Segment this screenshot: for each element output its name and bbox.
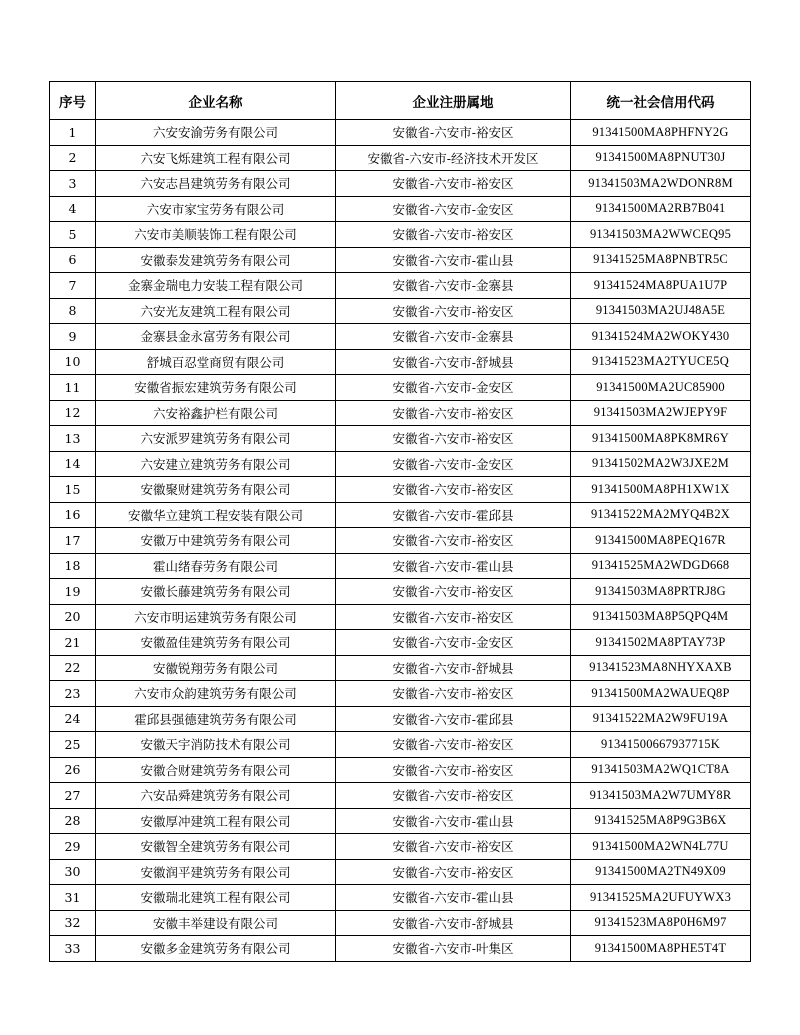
- cell-location: 安徽省-六安市-叶集区: [336, 936, 571, 962]
- cell-code: 91341525MA2UFUYWX3: [571, 885, 751, 911]
- cell-location: 安徽省-六安市-裕安区: [336, 222, 571, 248]
- cell-code: 91341500MA8PK8MR6Y: [571, 426, 751, 452]
- cell-location: 安徽省-六安市-裕安区: [336, 477, 571, 503]
- cell-index: 31: [50, 885, 96, 911]
- table-row: [50, 834, 751, 860]
- cell-index: 13: [50, 426, 96, 452]
- header-index: 序号: [50, 82, 96, 120]
- cell-location: 安徽省-六安市-裕安区: [336, 426, 571, 452]
- cell-index: 14: [50, 451, 96, 477]
- cell-index: 24: [50, 706, 96, 732]
- cell-code: 91341500667937715K: [571, 732, 751, 758]
- cell-name: 六安市众韵建筑劳务有限公司: [96, 681, 336, 707]
- cell-name: 六安品舜建筑劳务有限公司: [96, 783, 336, 809]
- cell-code: 91341500MA8PHE5T4T: [571, 936, 751, 962]
- cell-name: 六安光友建筑工程有限公司: [96, 298, 336, 324]
- cell-index: 20: [50, 604, 96, 630]
- table-row: [50, 477, 751, 503]
- table-row: [50, 732, 751, 758]
- cell-name: 金寨县金永富劳务有限公司: [96, 324, 336, 350]
- cell-name: 六安市明运建筑劳务有限公司: [96, 604, 336, 630]
- cell-index: 15: [50, 477, 96, 503]
- cell-name: 六安建立建筑劳务有限公司: [96, 451, 336, 477]
- cell-name: 六安飞烁建筑工程有限公司: [96, 145, 336, 171]
- cell-code: 91341502MA8PTAY73P: [571, 630, 751, 656]
- cell-code: 91341500MA2WAUEQ8P: [571, 681, 751, 707]
- cell-location: 安徽省-六安市-霍邱县: [336, 706, 571, 732]
- cell-name: 霍邱县强德建筑劳务有限公司: [96, 706, 336, 732]
- cell-location: 安徽省-六安市-霍山县: [336, 808, 571, 834]
- cell-index: 25: [50, 732, 96, 758]
- cell-name: 舒城百忍堂商贸有限公司: [96, 349, 336, 375]
- cell-index: 33: [50, 936, 96, 962]
- cell-code: 91341523MA8P0H6M97: [571, 910, 751, 936]
- cell-location: 安徽省-六安市-裕安区: [336, 859, 571, 885]
- cell-code: 91341523MA8NHYXAXB: [571, 655, 751, 681]
- cell-code: 91341502MA2W3JXE2M: [571, 451, 751, 477]
- table-row: [50, 273, 751, 299]
- table-row: [50, 706, 751, 732]
- cell-code: 91341525MA2WDGD668: [571, 553, 751, 579]
- table-row: [50, 553, 751, 579]
- cell-index: 5: [50, 222, 96, 248]
- cell-code: 91341500MA2WN4L77U: [571, 834, 751, 860]
- cell-name: 六安志昌建筑劳务有限公司: [96, 171, 336, 197]
- cell-location: 安徽省-六安市-经济技术开发区: [336, 145, 571, 171]
- table-row: [50, 936, 751, 962]
- table-row: [50, 451, 751, 477]
- header-row: [50, 82, 751, 120]
- cell-location: 安徽省-六安市-裕安区: [336, 604, 571, 630]
- cell-index: 2: [50, 145, 96, 171]
- cell-location: 安徽省-六安市-霍山县: [336, 885, 571, 911]
- cell-index: 8: [50, 298, 96, 324]
- header-code: 统一社会信用代码: [571, 82, 751, 120]
- cell-code: 91341524MA8PUA1U7P: [571, 273, 751, 299]
- cell-code: 91341500MA2UC85900: [571, 375, 751, 401]
- cell-code: 91341500MA8PH1XW1X: [571, 477, 751, 503]
- cell-code: 91341503MA2WQ1CT8A: [571, 757, 751, 783]
- cell-code: 91341503MA8PRTRJ8G: [571, 579, 751, 605]
- table-row: [50, 145, 751, 171]
- cell-location: 安徽省-六安市-金安区: [336, 630, 571, 656]
- table-row: [50, 120, 751, 146]
- cell-index: 11: [50, 375, 96, 401]
- cell-index: 27: [50, 783, 96, 809]
- cell-index: 29: [50, 834, 96, 860]
- table-row: [50, 171, 751, 197]
- cell-name: 六安市家宝劳务有限公司: [96, 196, 336, 222]
- cell-index: 6: [50, 247, 96, 273]
- table-row: [50, 298, 751, 324]
- cell-location: 安徽省-六安市-舒城县: [336, 349, 571, 375]
- cell-location: 安徽省-六安市-裕安区: [336, 783, 571, 809]
- table-row: [50, 681, 751, 707]
- header-name: 企业名称: [96, 82, 336, 120]
- cell-index: 9: [50, 324, 96, 350]
- cell-name: 安徽盈佳建筑劳务有限公司: [96, 630, 336, 656]
- cell-index: 16: [50, 502, 96, 528]
- cell-name: 安徽聚财建筑劳务有限公司: [96, 477, 336, 503]
- cell-index: 12: [50, 400, 96, 426]
- table-row: [50, 502, 751, 528]
- cell-index: 30: [50, 859, 96, 885]
- table-row: [50, 783, 751, 809]
- cell-code: 91341500MA8PEQ167R: [571, 528, 751, 554]
- cell-code: 91341503MA2UJ48A5E: [571, 298, 751, 324]
- cell-location: 安徽省-六安市-霍邱县: [336, 502, 571, 528]
- cell-code: 91341503MA2W7UMY8R: [571, 783, 751, 809]
- cell-code: 91341500MA8PHFNY2G: [571, 120, 751, 146]
- cell-name: 安徽省振宏建筑劳务有限公司: [96, 375, 336, 401]
- cell-name: 安徽锐翔劳务有限公司: [96, 655, 336, 681]
- table-row: [50, 375, 751, 401]
- cell-location: 安徽省-六安市-霍山县: [336, 553, 571, 579]
- table-row: [50, 630, 751, 656]
- cell-location: 安徽省-六安市-金安区: [336, 451, 571, 477]
- cell-name: 霍山绪春劳务有限公司: [96, 553, 336, 579]
- cell-location: 安徽省-六安市-金寨县: [336, 324, 571, 350]
- cell-location: 安徽省-六安市-裕安区: [336, 528, 571, 554]
- cell-code: 91341525MA8PNBTR5C: [571, 247, 751, 273]
- cell-location: 安徽省-六安市-舒城县: [336, 655, 571, 681]
- cell-index: 21: [50, 630, 96, 656]
- table-row: [50, 324, 751, 350]
- cell-name: 安徽万中建筑劳务有限公司: [96, 528, 336, 554]
- table-row: [50, 400, 751, 426]
- cell-name: 六安安渝劳务有限公司: [96, 120, 336, 146]
- cell-code: 91341503MA2WDONR8M: [571, 171, 751, 197]
- cell-code: 91341500MA2TN49X09: [571, 859, 751, 885]
- table-row: [50, 196, 751, 222]
- table-row: [50, 604, 751, 630]
- table-row: [50, 885, 751, 911]
- cell-code: 91341523MA2TYUCE5Q: [571, 349, 751, 375]
- cell-code: 91341500MA8PNUT30J: [571, 145, 751, 171]
- cell-name: 六安派罗建筑劳务有限公司: [96, 426, 336, 452]
- cell-name: 金寨金瑞电力安装工程有限公司: [96, 273, 336, 299]
- cell-index: 10: [50, 349, 96, 375]
- cell-name: 安徽厚冲建筑工程有限公司: [96, 808, 336, 834]
- cell-location: 安徽省-六安市-裕安区: [336, 834, 571, 860]
- cell-code: 91341503MA8P5QPQ4M: [571, 604, 751, 630]
- cell-index: 18: [50, 553, 96, 579]
- cell-name: 安徽润平建筑劳务有限公司: [96, 859, 336, 885]
- cell-location: 安徽省-六安市-裕安区: [336, 579, 571, 605]
- cell-name: 安徽多金建筑劳务有限公司: [96, 936, 336, 962]
- cell-location: 安徽省-六安市-舒城县: [336, 910, 571, 936]
- table-row: [50, 859, 751, 885]
- cell-location: 安徽省-六安市-裕安区: [336, 732, 571, 758]
- cell-index: 4: [50, 196, 96, 222]
- cell-name: 安徽天宇消防技术有限公司: [96, 732, 336, 758]
- cell-name: 安徽泰发建筑劳务有限公司: [96, 247, 336, 273]
- cell-location: 安徽省-六安市-裕安区: [336, 681, 571, 707]
- table-row: [50, 757, 751, 783]
- cell-location: 安徽省-六安市-裕安区: [336, 400, 571, 426]
- cell-index: 22: [50, 655, 96, 681]
- cell-index: 17: [50, 528, 96, 554]
- cell-name: 六安市美顺装饰工程有限公司: [96, 222, 336, 248]
- header-location: 企业注册属地: [336, 82, 571, 120]
- cell-code: 91341525MA8P9G3B6X: [571, 808, 751, 834]
- table-row: [50, 247, 751, 273]
- cell-index: 28: [50, 808, 96, 834]
- table-row: [50, 426, 751, 452]
- cell-location: 安徽省-六安市-裕安区: [336, 171, 571, 197]
- cell-location: 安徽省-六安市-金安区: [336, 196, 571, 222]
- cell-code: 91341500MA2RB7B041: [571, 196, 751, 222]
- table-row: [50, 808, 751, 834]
- cell-code: 91341524MA2WOKY430: [571, 324, 751, 350]
- cell-name: 安徽智全建筑劳务有限公司: [96, 834, 336, 860]
- cell-code: 91341522MA2W9FU19A: [571, 706, 751, 732]
- cell-name: 安徽合财建筑劳务有限公司: [96, 757, 336, 783]
- cell-name: 六安裕鑫护栏有限公司: [96, 400, 336, 426]
- cell-name: 安徽瑞北建筑工程有限公司: [96, 885, 336, 911]
- table-row: [50, 528, 751, 554]
- cell-code: 91341503MA2WWCEQ95: [571, 222, 751, 248]
- table-row: [50, 910, 751, 936]
- cell-index: 7: [50, 273, 96, 299]
- cell-location: 安徽省-六安市-金寨县: [336, 273, 571, 299]
- table-row: [50, 579, 751, 605]
- cell-index: 32: [50, 910, 96, 936]
- cell-name: 安徽华立建筑工程安装有限公司: [96, 502, 336, 528]
- cell-location: 安徽省-六安市-霍山县: [336, 247, 571, 273]
- cell-index: 3: [50, 171, 96, 197]
- cell-location: 安徽省-六安市-裕安区: [336, 298, 571, 324]
- cell-location: 安徽省-六安市-裕安区: [336, 120, 571, 146]
- table-row: [50, 349, 751, 375]
- table-row: [50, 222, 751, 248]
- cell-location: 安徽省-六安市-金安区: [336, 375, 571, 401]
- cell-name: 安徽丰举建设有限公司: [96, 910, 336, 936]
- cell-code: 91341503MA2WJEPY9F: [571, 400, 751, 426]
- cell-index: 1: [50, 120, 96, 146]
- enterprise-table: [49, 81, 751, 962]
- table-header: [50, 82, 751, 120]
- table-row: [50, 655, 751, 681]
- cell-location: 安徽省-六安市-裕安区: [336, 757, 571, 783]
- cell-index: 19: [50, 579, 96, 605]
- table-body: [50, 120, 751, 962]
- cell-index: 23: [50, 681, 96, 707]
- cell-name: 安徽长藤建筑劳务有限公司: [96, 579, 336, 605]
- cell-code: 91341522MA2MYQ4B2X: [571, 502, 751, 528]
- cell-index: 26: [50, 757, 96, 783]
